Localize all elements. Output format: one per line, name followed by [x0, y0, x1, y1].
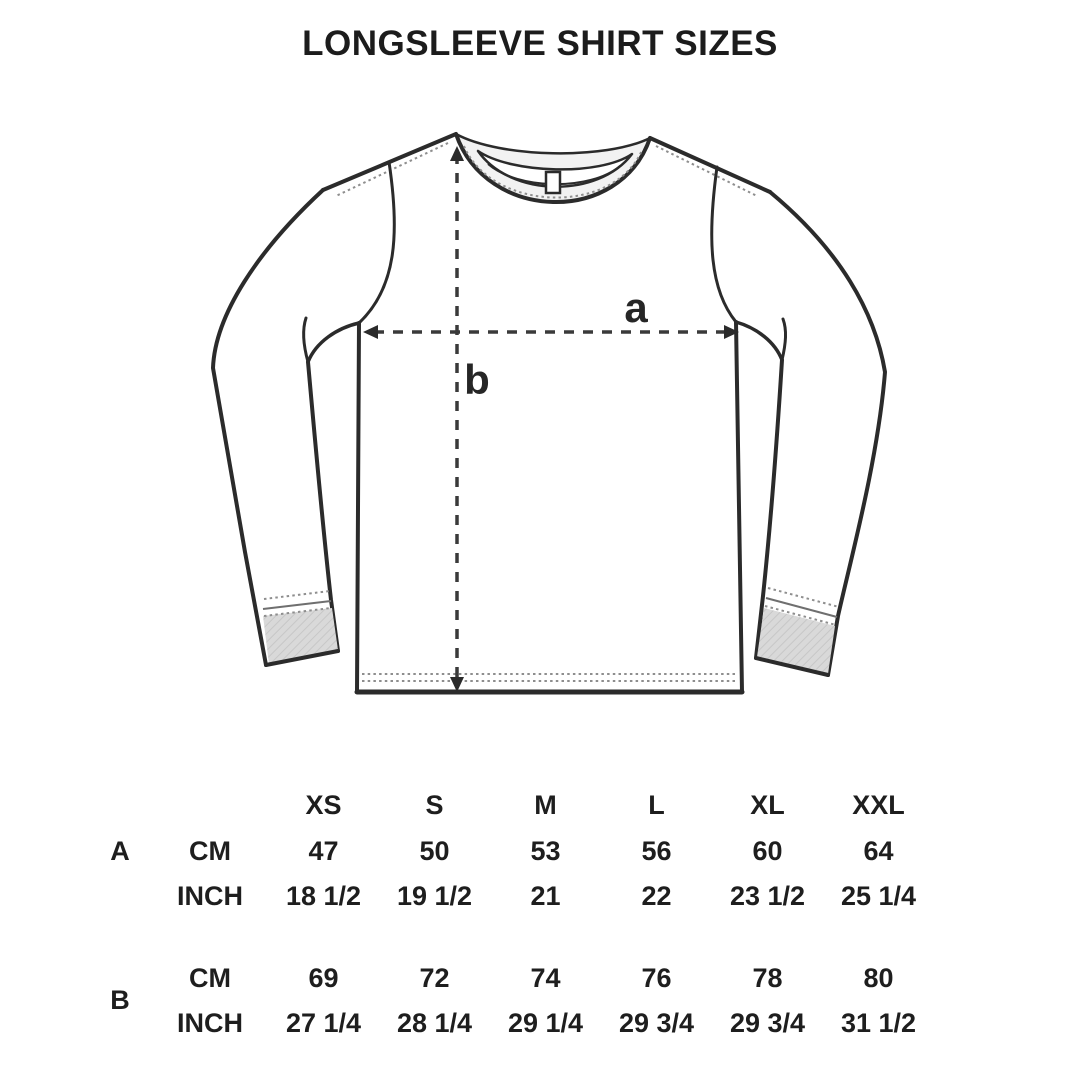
value-b-inch-l: 29 3/4 [618, 1007, 695, 1038]
value-a-cm-l: 56 [641, 835, 672, 866]
unit-label-inch: INCH [177, 880, 243, 911]
size-col-header-xl: XL [750, 789, 785, 820]
value-a-cm-xxl: 64 [863, 835, 894, 866]
value-a-inch-xxl: 25 1/4 [840, 880, 917, 911]
value-a-inch-m: 21 [530, 880, 561, 911]
right-shoulder-stitch [656, 146, 757, 196]
value-a-cm-xl: 60 [752, 835, 783, 866]
value-a-cm-m: 53 [530, 835, 561, 866]
size-col-header-m: M [534, 789, 557, 820]
unit-label-cm: CM [189, 835, 231, 866]
spacer [88, 875, 152, 917]
unit-label-cm: CM [189, 962, 231, 993]
value-a-inch-xl: 23 1/2 [729, 880, 806, 911]
right-cuff-stitch-top [768, 588, 839, 607]
measure-a-label: a [624, 284, 648, 331]
unit-label-inch: INCH [177, 1007, 243, 1038]
spacer [88, 783, 152, 827]
value-b-inch-xxl: 31 1/2 [840, 1007, 917, 1038]
right-underarm-curve [736, 322, 782, 360]
value-b-inch-xl: 29 3/4 [729, 1007, 806, 1038]
left-cuff-seam-line [263, 601, 331, 609]
size-col-header-xs: XS [305, 789, 342, 820]
value-a-cm-s: 50 [419, 835, 450, 866]
value-a-cm-xs: 47 [308, 835, 339, 866]
measure-group-label-b: B [110, 984, 130, 1015]
value-b-cm-s: 72 [419, 962, 450, 993]
value-a-inch-s: 19 1/2 [396, 880, 473, 911]
measure-b-label: b [464, 356, 490, 403]
value-b-inch-s: 28 1/4 [396, 1007, 473, 1038]
value-a-inch-xs: 18 1/2 [285, 880, 362, 911]
left-cuff-ribbing [263, 608, 338, 664]
right-sleeve-outer-edge [770, 192, 885, 675]
size-col-header-l: L [648, 789, 665, 820]
page-title: LONGSLEEVE SHIRT SIZES [302, 24, 778, 63]
value-b-cm-xs: 69 [308, 962, 339, 993]
left-underarm-curve [308, 323, 359, 362]
value-a-inch-l: 22 [641, 880, 672, 911]
body-right-seam [736, 322, 742, 692]
right-armhole-seam [712, 167, 736, 322]
size-col-header-s: S [425, 789, 444, 820]
left-underarm-hook [304, 318, 308, 362]
left-armhole-seam [359, 162, 394, 323]
value-b-cm-m: 74 [530, 962, 561, 993]
body-left-seam [357, 323, 359, 692]
value-b-cm-xxl: 80 [863, 962, 894, 993]
value-b-inch-m: 29 1/4 [507, 1007, 584, 1038]
size-table [88, 783, 934, 1045]
left-sleeve-inner-edge [308, 362, 338, 651]
measure-a-arrow-left [363, 325, 378, 339]
right-underarm-hook [782, 319, 786, 360]
size-col-header-xxl: XXL [852, 789, 905, 820]
value-b-inch-xs: 27 1/4 [285, 1007, 362, 1038]
measure-group-label-a: A [110, 835, 130, 866]
spacer [152, 783, 268, 827]
right-shoulder-seam [650, 138, 770, 192]
neck-tag [546, 172, 560, 193]
value-b-cm-xl: 78 [752, 962, 783, 993]
left-cuff-stitch-top [264, 591, 330, 599]
left-sleeve-outer-edge [213, 190, 323, 665]
table-group-spacer [88, 917, 934, 955]
value-b-cm-l: 76 [641, 962, 672, 993]
right-cuff-ribbing [757, 608, 835, 674]
